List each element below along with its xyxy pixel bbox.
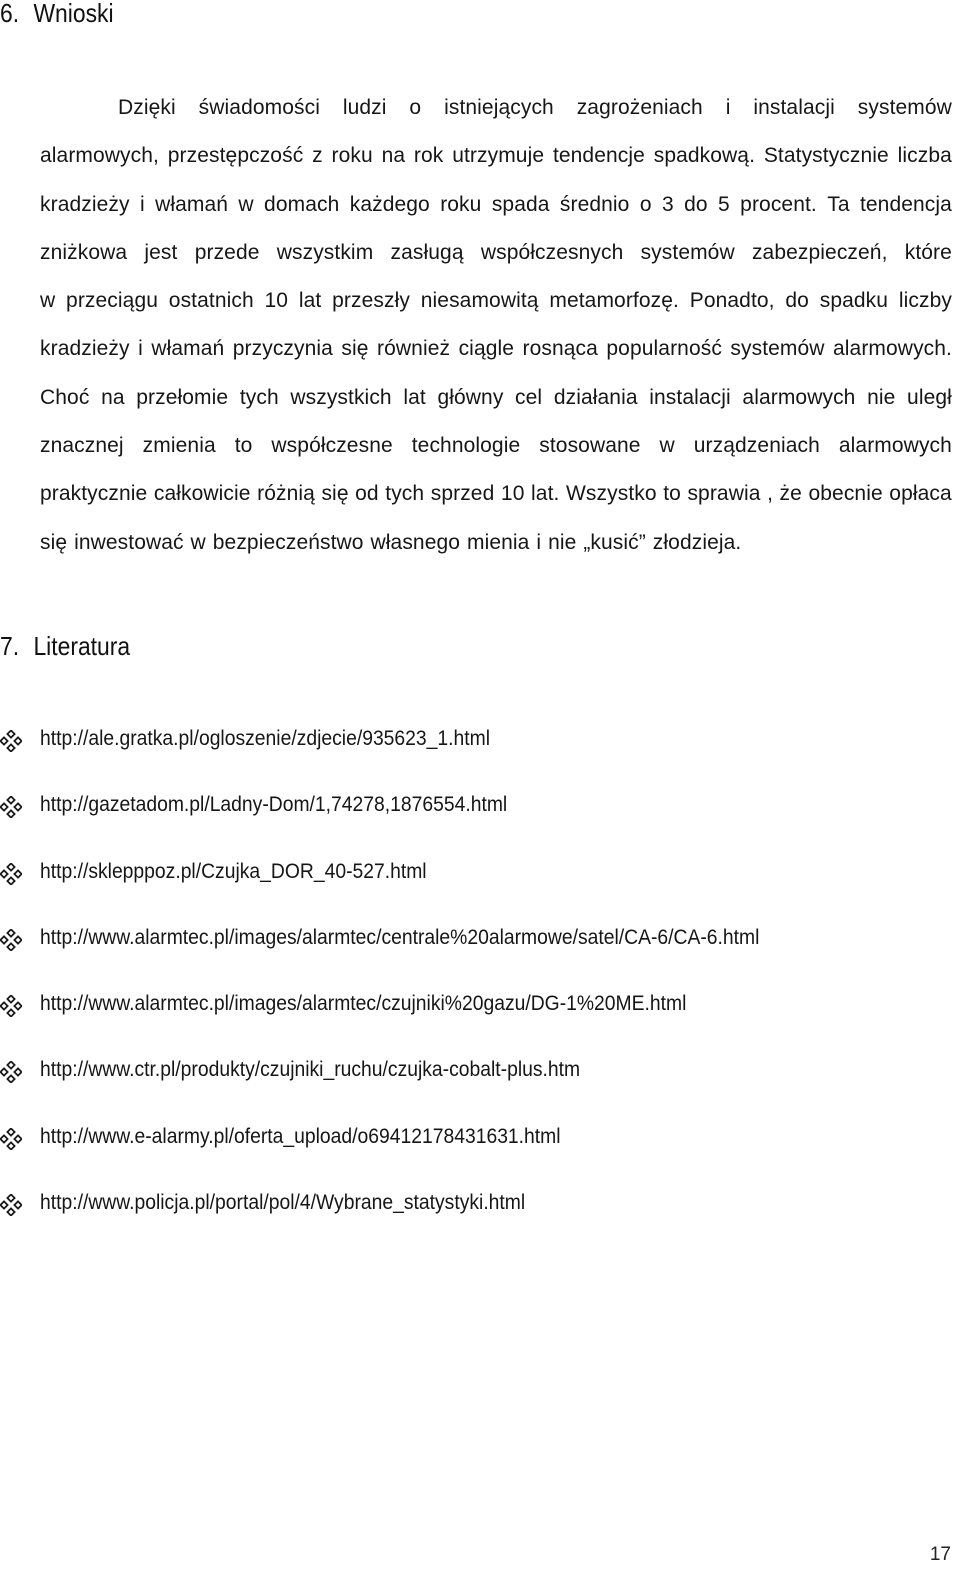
paragraph-word: spadkową. xyxy=(653,144,756,168)
paragraph-word: Ta xyxy=(827,192,850,216)
paragraph-word: , xyxy=(767,482,773,506)
paragraph-word: na xyxy=(381,144,406,168)
diamond-bullet-icon xyxy=(0,863,22,885)
paragraph-word: liczby xyxy=(898,289,952,313)
section-title: Literatura xyxy=(33,631,131,661)
reference-link[interactable]: http://sklepppoz.pl/Czujka_DOR_40-527.html xyxy=(40,859,427,883)
paragraph-word: przyczynia xyxy=(232,337,333,361)
diamond-bullet-icon xyxy=(0,995,22,1017)
paragraph-word: technologie xyxy=(411,434,521,458)
paragraph-line xyxy=(40,429,952,477)
paragraph-word: spadku xyxy=(819,289,889,313)
paragraph-word: urządzeniach xyxy=(693,434,820,458)
paragraph-word: alarmowych xyxy=(742,385,856,409)
paragraph-word: wszystkim xyxy=(276,240,374,264)
paragraph-word: znacznej xyxy=(40,434,124,458)
paragraph-word: to xyxy=(663,482,681,506)
paragraph-word: również xyxy=(377,337,451,361)
paragraph-word: domach xyxy=(264,192,340,216)
paragraph-word: roku xyxy=(440,192,482,216)
paragraph-word: o xyxy=(409,96,422,119)
paragraph-word: że xyxy=(779,482,802,506)
reference-link[interactable]: http://gazetadom.pl/Ladny-Dom/1,74278,1876554.html xyxy=(40,793,508,817)
paragraph-word: współczesnych xyxy=(480,240,624,264)
paragraph-word: się xyxy=(321,482,349,506)
paragraph-word: współczesne xyxy=(271,434,393,458)
paragraph-word: metamorfozę. xyxy=(549,289,679,313)
paragraph-word: zniżkowa xyxy=(40,240,128,264)
paragraph-word: każdego xyxy=(349,192,430,216)
paragraph-word: systemów xyxy=(857,96,952,119)
section-number: 6. xyxy=(0,0,20,28)
paragraph-line xyxy=(40,381,952,429)
paragraph-word: i xyxy=(138,337,143,361)
reference-link[interactable]: http://www.alarmtec.pl/images/alarmtec/centrale%20alarmowe/satel/CA-6/CA-6.html xyxy=(40,925,760,949)
paragraph-word: alarmowych, xyxy=(40,144,159,168)
paragraph-word: sprawia xyxy=(687,482,761,506)
paragraph-word: lat. xyxy=(531,482,560,506)
paragraph-word: o xyxy=(639,192,652,216)
paragraph-word: lat xyxy=(403,385,426,409)
paragraph-word: na xyxy=(101,385,125,409)
paragraph-word: w xyxy=(659,434,675,458)
paragraph-word: sprzed xyxy=(430,482,495,506)
paragraph-word: włamań xyxy=(151,337,225,361)
paragraph-line xyxy=(40,139,952,187)
paragraph-word: istniejących xyxy=(444,96,554,119)
section-title: Wnioski xyxy=(33,0,114,28)
paragraph-line xyxy=(40,91,952,139)
paragraph-word: nie xyxy=(867,385,896,409)
paragraph-word: 5 xyxy=(718,192,730,216)
paragraph-word: lat xyxy=(298,289,322,313)
paragraph-word: do xyxy=(684,192,708,216)
paragraph-word: systemów xyxy=(730,337,825,361)
paragraph-word: spada xyxy=(491,192,550,216)
diamond-bullet-icon xyxy=(0,1194,22,1216)
section-heading-literature xyxy=(0,631,130,661)
paragraph-word: jest xyxy=(144,240,178,264)
reference-item xyxy=(0,987,822,1053)
paragraph-word: z xyxy=(312,144,323,168)
paragraph-word: 10 xyxy=(264,289,289,313)
section-heading-conclusions xyxy=(0,0,114,28)
paragraph-word: ciągle xyxy=(458,337,515,361)
paragraph-word: opłaca xyxy=(889,482,952,506)
paragraph-word: świadomości xyxy=(198,96,320,119)
paragraph-word: tendencja xyxy=(859,192,952,216)
paragraph-line xyxy=(40,477,952,525)
paragraph-word: systemów xyxy=(640,240,735,264)
paragraph-word: Statystycznie xyxy=(763,144,889,168)
paragraph-word: Choć xyxy=(40,385,90,409)
paragraph-word: cel xyxy=(515,385,543,409)
paragraph-word: tendencje xyxy=(552,144,645,168)
paragraph-word: w xyxy=(238,192,254,216)
paragraph-word: przeszły xyxy=(332,289,410,313)
reference-link[interactable]: http://www.e-alarmy.pl/oferta_upload/o69412178431631.html xyxy=(40,1124,561,1148)
paragraph-word: popularność xyxy=(606,337,722,361)
paragraph-word: główny xyxy=(437,385,504,409)
paragraph-word: różnią xyxy=(257,482,315,506)
paragraph-word: procent. xyxy=(740,192,817,216)
paragraph-word: wszystkich xyxy=(290,385,392,409)
paragraph-word: i xyxy=(725,96,731,119)
diamond-bullet-icon xyxy=(0,730,22,752)
reference-item xyxy=(0,1053,822,1119)
paragraph-word: włamań xyxy=(155,192,229,216)
paragraph-word: do xyxy=(785,289,809,313)
conclusions-paragraph xyxy=(40,91,952,574)
paragraph-word: które xyxy=(904,240,952,264)
reference-item xyxy=(0,1186,822,1252)
paragraph-word: działania xyxy=(553,385,638,409)
reference-link[interactable]: http://www.alarmtec.pl/images/alarmtec/czujniki%20gazu/DG-1%20ME.html xyxy=(40,992,687,1016)
diamond-bullet-icon xyxy=(0,1061,22,1083)
paragraph-word: od xyxy=(355,482,379,506)
paragraph-word: ostatnich xyxy=(168,289,254,313)
paragraph-word: zmienia xyxy=(142,434,216,458)
reference-link[interactable]: http://www.policja.pl/portal/pol/4/Wybrane_statystyki.html xyxy=(40,1191,526,1215)
paragraph-word: kradzieży xyxy=(40,337,130,361)
reference-item xyxy=(0,1120,822,1186)
paragraph-word: uległ xyxy=(907,385,952,409)
paragraph-word: alarmowych. xyxy=(833,337,952,361)
paragraph-word: 10 xyxy=(500,482,525,506)
diamond-bullet-icon xyxy=(0,1128,22,1150)
paragraph-word: zagrożeniach xyxy=(576,96,703,119)
paragraph-word: stosowane xyxy=(539,434,641,458)
reference-item xyxy=(0,722,822,788)
paragraph-word: 3 xyxy=(661,192,674,216)
reference-item xyxy=(0,788,822,854)
paragraph-word: przeciągu xyxy=(66,289,159,313)
paragraph-word: i xyxy=(139,192,145,216)
diamond-bullet-icon xyxy=(0,929,22,951)
paragraph-word: przede xyxy=(194,240,260,264)
paragraph-word: tych xyxy=(385,482,425,506)
page-number: 17 xyxy=(929,1544,951,1565)
paragraph-line xyxy=(40,332,952,380)
paragraph-line xyxy=(40,236,952,284)
paragraph-word: obecnie xyxy=(808,482,883,506)
paragraph-word: przełomie xyxy=(136,385,229,409)
diamond-bullet-icon xyxy=(0,796,22,818)
paragraph-word: ludzi xyxy=(342,96,387,119)
paragraph-word: praktycznie xyxy=(40,482,148,506)
paragraph-word: niesamowitą xyxy=(420,289,539,313)
paragraph-word: rosnąca xyxy=(522,337,598,361)
paragraph-word: zasługą xyxy=(390,240,464,264)
paragraph-word: instalacji xyxy=(649,385,731,409)
paragraph-word: alarmowych xyxy=(838,434,952,458)
reference-item xyxy=(0,921,822,987)
paragraph-line xyxy=(40,284,952,332)
paragraph-word: tych xyxy=(239,385,279,409)
paragraph-word: kradzieży xyxy=(40,192,130,216)
paragraph-word: utrzymuje xyxy=(452,144,545,168)
paragraph-word: średnio xyxy=(559,192,630,216)
paragraph-word: się xyxy=(341,337,369,361)
reference-link[interactable]: http://ale.gratka.pl/ogloszenie/zdjecie/935623_1.html xyxy=(40,727,491,750)
paragraph-word: Ponadto, xyxy=(689,289,775,313)
paragraph-word: w xyxy=(40,289,56,313)
paragraph-word: całkowicie xyxy=(153,482,251,506)
paragraph-word: instalacji xyxy=(753,96,835,119)
reference-item xyxy=(0,855,822,921)
paragraph-word: Dzięki xyxy=(118,96,176,119)
paragraph-word: zabezpieczeń, xyxy=(751,240,888,264)
paragraph-last-line: się inwestować w bezpieczeństwo własnego mienia i nie „kusić” złodzieja. xyxy=(40,530,742,554)
paragraph-word: przestępczość xyxy=(167,144,304,168)
paragraph-word: rok xyxy=(413,144,444,168)
section-number: 7. xyxy=(0,631,20,661)
paragraph-line xyxy=(40,188,952,236)
paragraph-word: to xyxy=(234,434,253,458)
reference-link[interactable]: http://www.ctr.pl/produkty/czujniki_ruchu/czujka-cobalt-plus.htm xyxy=(40,1058,581,1082)
paragraph-word: Wszystko xyxy=(566,482,657,506)
paragraph-word: liczba xyxy=(897,144,952,168)
paragraph-word: roku xyxy=(331,144,373,168)
reference-list xyxy=(0,722,822,1252)
